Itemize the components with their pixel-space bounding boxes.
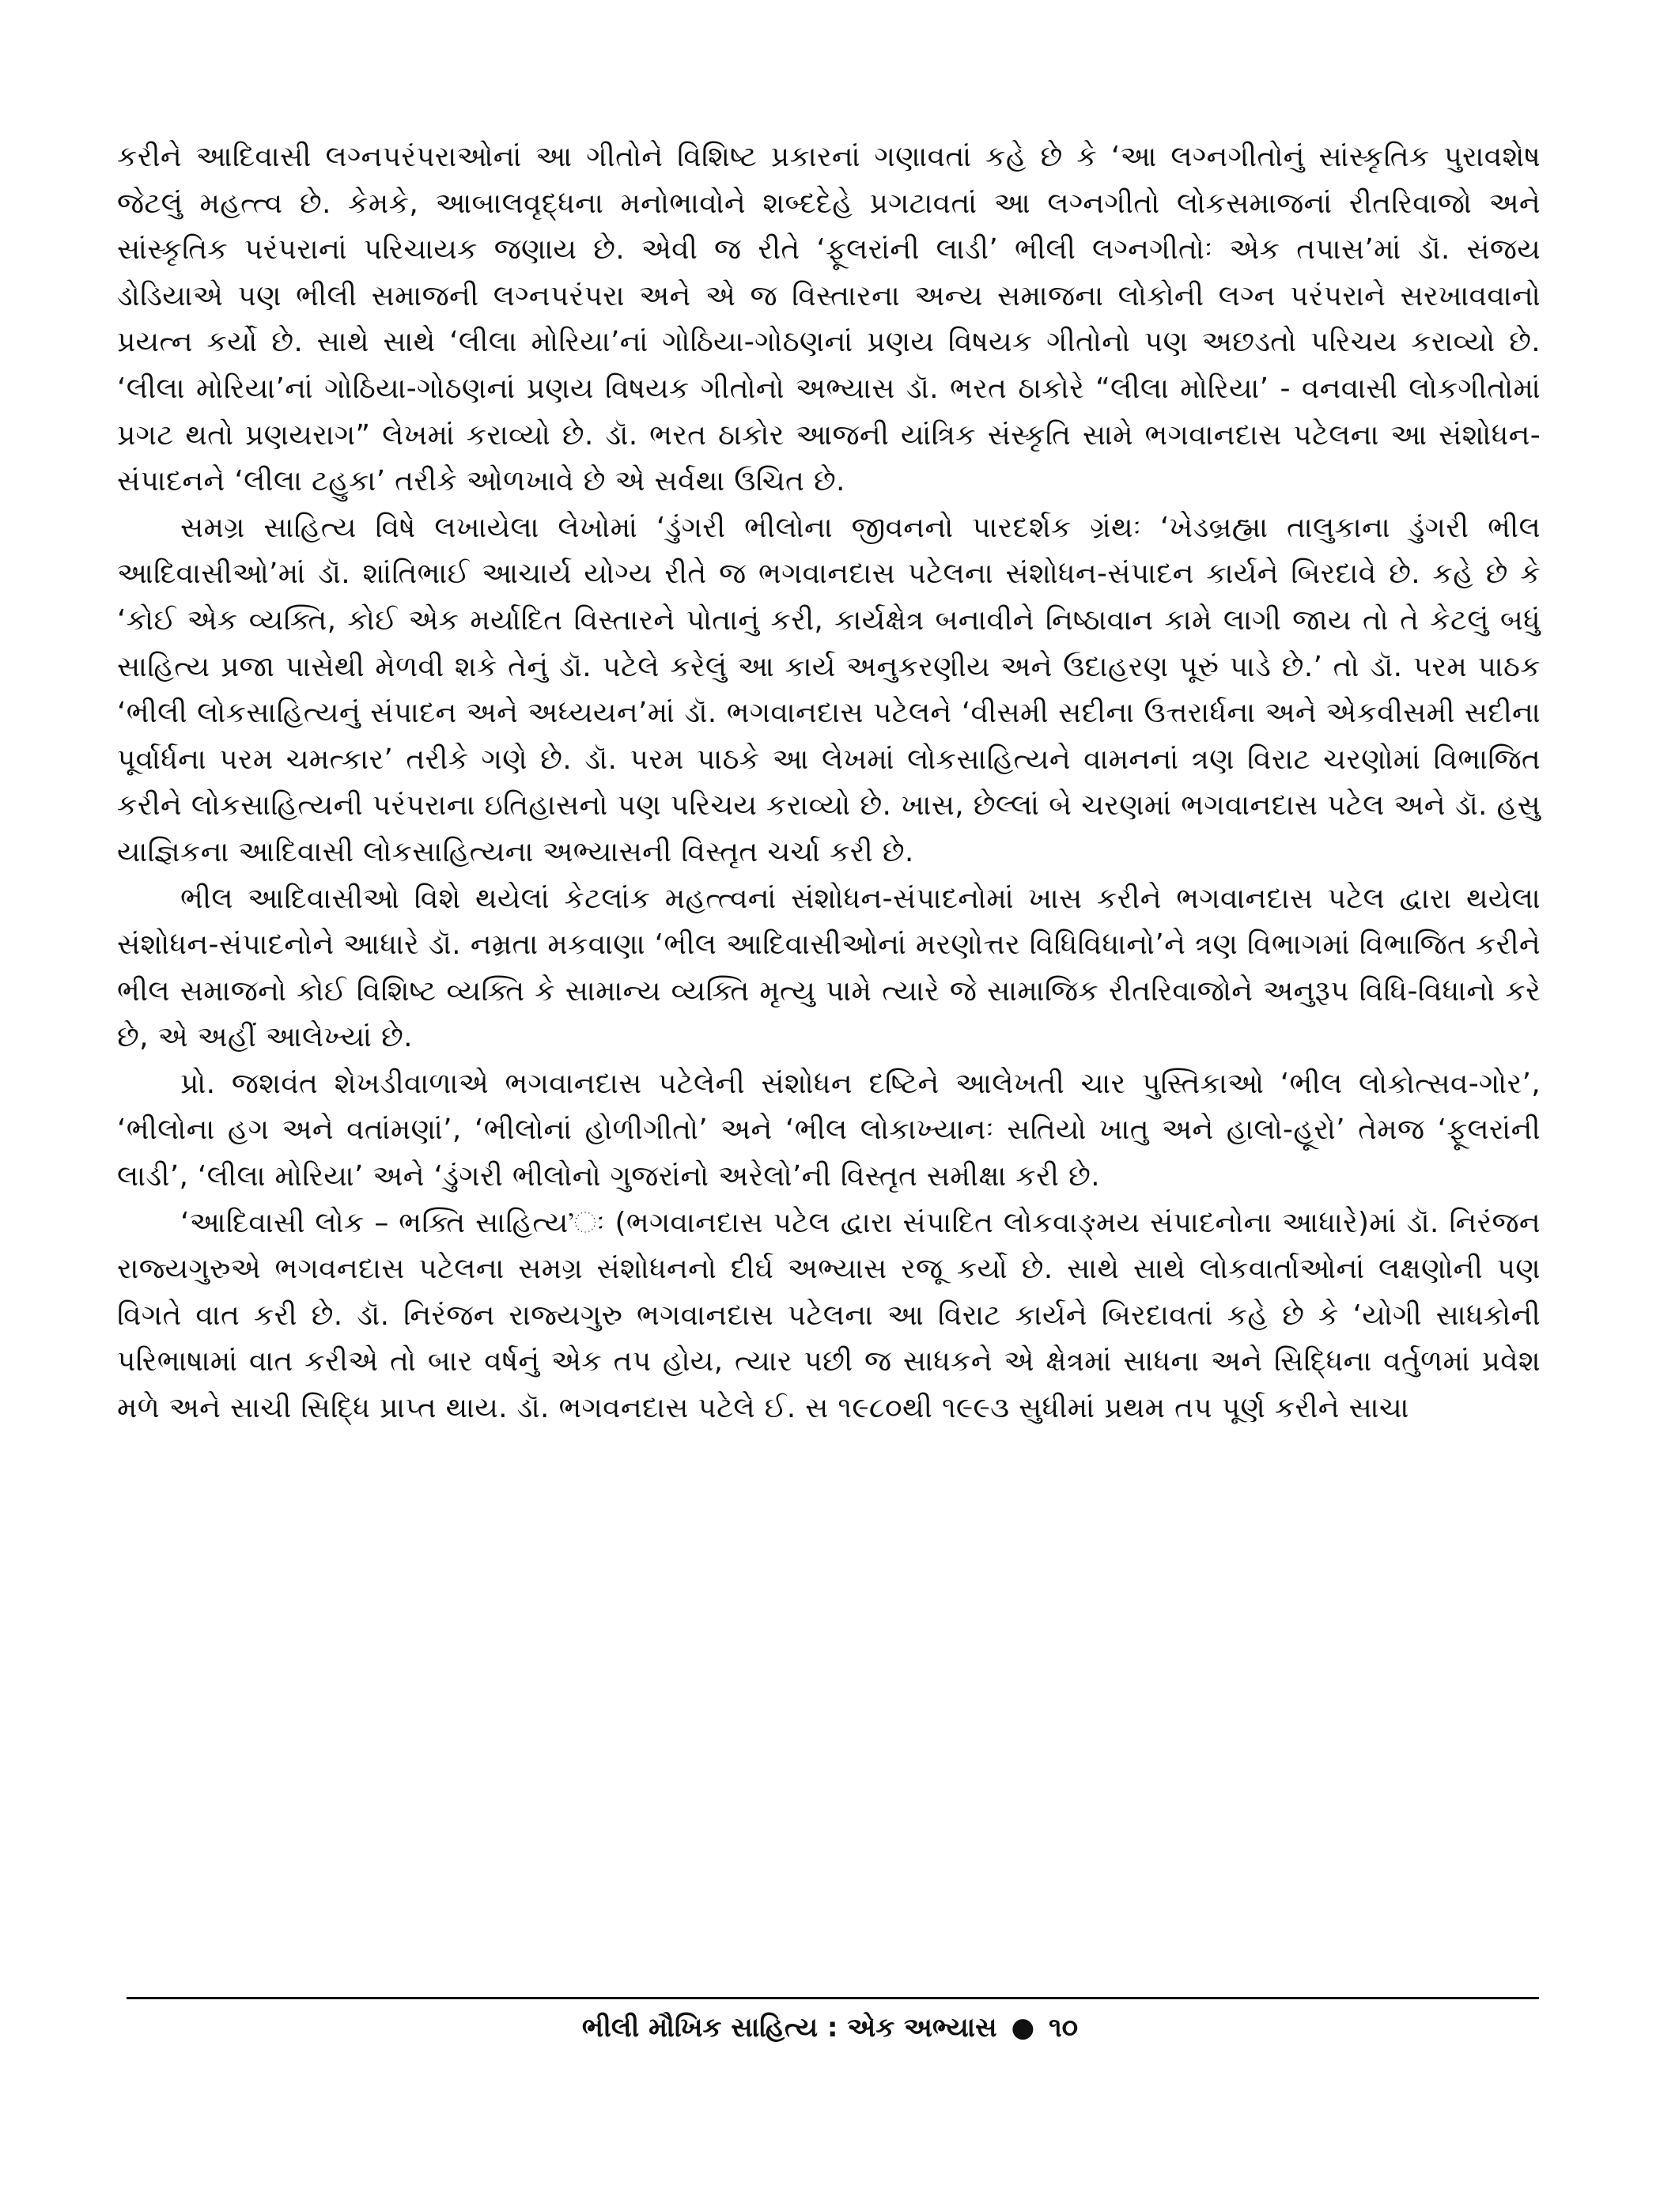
paragraph-4: પ્રો. જશવંત શેખડીવાળાએ ભગવાનદાસ પટેલેની સંશોધન દષ્ટિને આલેખતી ચાર પુસ્તિકાઓ ‘ભીલ લોકોત્સવ-ગોર’, ‘ભીલોના હગ અને વતાંમણાં’, ‘ભીલોનાં હોળીગીતો’ અને ‘ભીલ લોકાખ્યાનઃ સતિયો ખાતુ અને હાલો-હૂરો’ તેમજ ‘ફૂલરાંની લાડી’, ‘લીલા મોરિયા’ અને ‘ડુંગરી ભીલોનો ગુજરાંનો અરેલો’ની વિસ્તૃત સમીક્ષા કરી છે. <box>117 1067 1541 1193</box>
body-text <box>117 134 1541 1432</box>
paragraph-2: સમગ્ર સાહિત્ય વિષે લખાયેલા લેખોમાં ‘ડુંગરી ભીલોના જીવનનો પારદર્શક ગ્રંથઃ ‘ખેડબ્રહ્મા તાલુકાના ડુંગરી ભીલ આદિવાસીઓ’માં ડૉ. શાંતિભાઈ આચાર્ય યોગ્ય રીતે જ ભગવાનદાસ પટેલના સંશોધન-સંપાદન કાર્યને બિરદાવે છે. કહે છે કે ‘કોઈ એક વ્યક્તિ, કોઈ એક મર્યાદિત વિસ્તારને પોતાનું કરી, કાર્યક્ષેત્ર બનાવીને નિષ્ઠાવાન કામે લાગી જાય તો તે કેટલું બધું સાહિત્ય પ્રજા પાસેથી મેળવી શકે તેનું ડૉ. પટેલે કરેલું આ કાર્ય અનુકરણીય અને ઉદાહરણ પૂરું પાડે છે.’ તો ડૉ. પરમ પાઠક ‘ભીલી લોકસાહિત્યનું સંપાદન અને અધ્યયન’માં ડૉ. ભગવાનદાસ પટેલને ‘વીસમી સદીના ઉત્તરાર્ધના અને એકવીસમી સદીના પૂર્વાર્ધના પરમ ચમત્કાર’ તરીકે ગણે છે. ડૉ. પરમ પાઠકે આ લેખમાં લોકસાહિત્યને વામનનાં ત્રણ વિરાટ ચરણોમાં વિભાજિત કરીને લોકસાહિત્યની પરંપરાના ઇતિહાસનો પણ પરિચય કરાવ્યો છે. ખાસ, છેલ્લાં બે ચરણમાં ભગવાનદાસ પટેલ અને ડૉ. હસુ યાજ્ઞિકના આદિવાસી લોકસાહિત્યના અભ્યાસની વિસ્તૃત ચર્ચા કરી છે. <box>117 511 1541 868</box>
bullet-icon: ● <box>1011 2012 1035 2044</box>
page-footer <box>0 2012 1660 2044</box>
paragraph-3: ભીલ આદિવાસીઓ વિશે થયેલાં કેટલાંક મહત્ત્વનાં સંશોધન-સંપાદનોમાં ખાસ કરીને ભગવાનદાસ પટેલ દ્વારા થયેલા સંશોધન-સંપાદનોને આધારે ડૉ. નમ્રતા મકવાણા ‘ભીલ આદિવાસીઓનાં મરણોત્તર વિધિવિધાનો’ને ત્રણ વિભાગમાં વિભાજિત કરીને ભીલ સમાજનો કોઈ વિશિષ્ટ વ્યક્તિ કે સામાન્ય વ્યક્તિ મૃત્યુ પામે ત્યારે જે સામાજિક રીતરિવાજોને અનુરૂપ વિધિ-વિધાનો કરે છે, એ અહીં આલેખ્યાં છે. <box>117 882 1541 1054</box>
paragraph-1: કરીને આદિવાસી લગ્નપરંપરાઓનાં આ ગીતોને વિશિષ્ટ પ્રકારનાં ગણાવતાં કહે છે કે ‘આ લગ્નગીતોનું સાંસ્કૃતિક પુરાવશેષ જેટલું મહત્ત્વ છે. કેમકે, આબાલવૃદ્ધના મનોભાવોને શબ્દદેહે પ્રગટાવતાં આ લગ્નગીતો લોકસમાજનાં રીતરિવાજો અને સાંસ્કૃતિક પરંપરાનાં પરિચાયક જણાય છે. એવી જ રીતે ‘ફૂલરાંની લાડી’ ભીલી લગ્નગીતોઃ એક તપાસ’માં ડૉ. સંજય ડોડિયાએ પણ ભીલી સમાજની લગ્નપરંપરા અને એ જ વિસ્તારના અન્ય સમાજના લોકોની લગ્ન પરંપરાને સરખાવવાનો પ્રયત્ન કર્યો છે. સાથે સાથે ‘લીલા મોરિયા’નાં ગોઠિયા-ગોઠણનાં પ્રણય વિષયક ગીતોનો પણ અછડતો પરિચય કરાવ્યો છે. ‘લીલા મોરિયા’નાં ગોઠિયા-ગોઠણનાં પ્રણય વિષયક ગીતોનો અભ્યાસ ડૉ. ભરત ઠાકોરે “લીલા મોરિયા’ - વનવાસી લોકગીતોમાં પ્રગટ થતો પ્રણયરાગ” લેખમાં કરાવ્યો છે. ડૉ. ભરત ઠાકોર આજની યાંત્રિક સંસ્કૃતિ સામે ભગવાનદાસ પટેલના આ સંશોધન-સંપાદનને ‘લીલા ટહુકા’ તરીકે ઓળખાવે છે એ સર્વથા ઉચિત છે. <box>117 141 1541 498</box>
page-number: ૧૦ <box>1048 2012 1079 2044</box>
footer-book-title: ભીલી મૌખિક સાહિત્ય : એક અભ્યાસ <box>581 2012 997 2044</box>
footer-rule <box>127 1997 1539 1999</box>
paragraph-5: ‘આદિવાસી લોક – ભક્તિ સાહિત્ય’ઃ (ભગવાનદાસ પટેલ દ્વારા સંપાદિત લોકવાઙ્મય સંપાદનોના આધારે)માં ડૉ. નિરંજન રાજ્યગુરુએ ભગવનદાસ પટેલના સમગ્ર સંશોધનનો દીર્ઘ અભ્યાસ રજૂ કર્યો છે. સાથે સાથે લોકવાર્તાઓનાં લક્ષણોની પણ વિગતે વાત કરી છે. ડૉ. નિરંજન રાજ્યગુરુ ભગવાનદાસ પટેલના આ વિરાટ કાર્યને બિરદાવતાં કહે છે કે ‘યોગી સાધકોની પરિભાષામાં વાત કરીએ તો બાર વર્ષનું એક તપ હોય, ત્યાર પછી જ સાધકને એ ક્ષેત્રમાં સાધના અને સિદ્ધિના વર્તુળમાં પ્રવેશ મળે અને સાચી સિદ્ધિ પ્રાપ્ત થાય. ડૉ. ભગવનદાસ પટેલે ઈ. સ ૧૯૮૦થી ૧૯૯૩ સુધીમાં પ્રથમ તપ પૂર્ણ કરીને સાચા <box>117 1206 1541 1425</box>
